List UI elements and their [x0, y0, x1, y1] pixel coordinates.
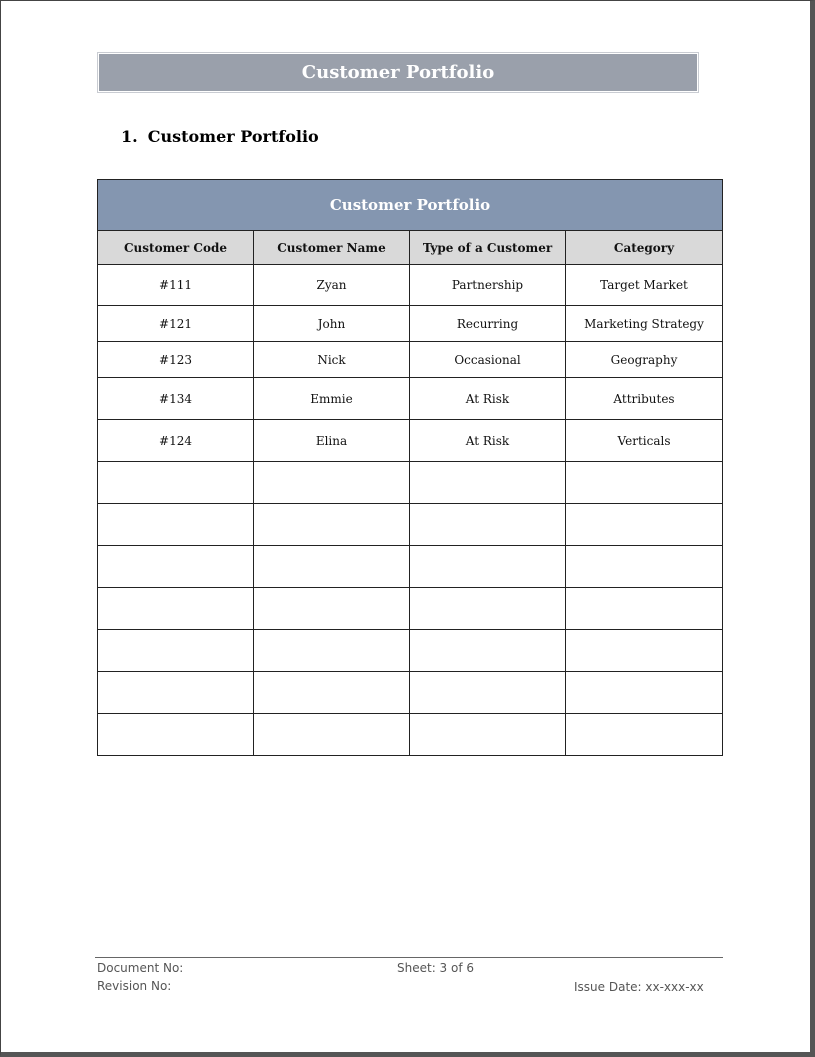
- empty-cell: [410, 630, 566, 672]
- customer-portfolio-table: [97, 179, 723, 756]
- document-title: Customer Portfolio: [301, 62, 495, 83]
- empty-cell: [410, 546, 566, 588]
- empty-cell: [98, 588, 254, 630]
- empty-cell: [254, 672, 410, 714]
- empty-table-row: [98, 672, 723, 714]
- empty-cell: [566, 504, 723, 546]
- footer-document-no: Document No:: [97, 961, 184, 975]
- cell-customer-code: #123: [98, 342, 254, 378]
- empty-cell: [254, 630, 410, 672]
- empty-table-row: [98, 630, 723, 672]
- empty-table-row: [98, 588, 723, 630]
- cell-category: Attributes: [566, 378, 723, 420]
- footer-divider: [95, 957, 723, 958]
- empty-cell: [410, 714, 566, 756]
- cell-customer-type: Recurring: [410, 306, 566, 342]
- empty-cell: [566, 462, 723, 504]
- cell-customer-name: Zyan: [254, 265, 410, 306]
- cell-category: Verticals: [566, 420, 723, 462]
- column-header-category: Category: [566, 231, 723, 265]
- empty-cell: [566, 546, 723, 588]
- table-row: [98, 378, 723, 420]
- cell-category: Marketing Strategy: [566, 306, 723, 342]
- table-caption-row: [98, 180, 723, 231]
- cell-customer-name: Emmie: [254, 378, 410, 420]
- section-number: 1.: [121, 127, 138, 146]
- cell-customer-name: Elina: [254, 420, 410, 462]
- column-header-customer-name: Customer Name: [254, 231, 410, 265]
- empty-cell: [566, 672, 723, 714]
- empty-cell: [98, 504, 254, 546]
- empty-cell: [254, 462, 410, 504]
- cell-category: Target Market: [566, 265, 723, 306]
- column-header-type: Type of a Customer: [410, 231, 566, 265]
- cell-category: Geography: [566, 342, 723, 378]
- empty-cell: [98, 462, 254, 504]
- footer-sheet-number: Sheet: 3 of 6: [397, 961, 475, 975]
- empty-table-row: [98, 462, 723, 504]
- table-row: [98, 306, 723, 342]
- empty-cell: [254, 588, 410, 630]
- empty-table-row: [98, 546, 723, 588]
- empty-cell: [566, 714, 723, 756]
- table-header-row: [98, 231, 723, 265]
- cell-customer-name: Nick: [254, 342, 410, 378]
- empty-cell: [410, 672, 566, 714]
- table-caption: Customer Portfolio: [98, 180, 723, 231]
- section-title: Customer Portfolio: [147, 127, 319, 146]
- empty-cell: [410, 504, 566, 546]
- empty-cell: [410, 588, 566, 630]
- table-row: [98, 342, 723, 378]
- empty-table-row: [98, 714, 723, 756]
- cell-customer-type: At Risk: [410, 378, 566, 420]
- empty-cell: [98, 630, 254, 672]
- cell-customer-type: Occasional: [410, 342, 566, 378]
- cell-customer-code: #134: [98, 378, 254, 420]
- section-heading: [121, 127, 319, 146]
- empty-cell: [98, 546, 254, 588]
- empty-cell: [98, 672, 254, 714]
- table-row: [98, 420, 723, 462]
- cell-customer-type: At Risk: [410, 420, 566, 462]
- empty-cell: [98, 714, 254, 756]
- column-header-customer-code: Customer Code: [98, 231, 254, 265]
- cell-customer-code: #121: [98, 306, 254, 342]
- cell-customer-code: #124: [98, 420, 254, 462]
- cell-customer-name: John: [254, 306, 410, 342]
- empty-cell: [254, 504, 410, 546]
- empty-cell: [566, 630, 723, 672]
- empty-cell: [254, 714, 410, 756]
- empty-table-row: [98, 504, 723, 546]
- empty-cell: [410, 462, 566, 504]
- footer-issue-date: Issue Date: xx-xxx-xx: [574, 980, 704, 994]
- table-row: [98, 265, 723, 306]
- footer-revision-no: Revision No:: [97, 979, 172, 993]
- empty-cell: [254, 546, 410, 588]
- empty-cell: [566, 588, 723, 630]
- cell-customer-type: Partnership: [410, 265, 566, 306]
- cell-customer-code: #111: [98, 265, 254, 306]
- document-title-banner: [97, 52, 699, 93]
